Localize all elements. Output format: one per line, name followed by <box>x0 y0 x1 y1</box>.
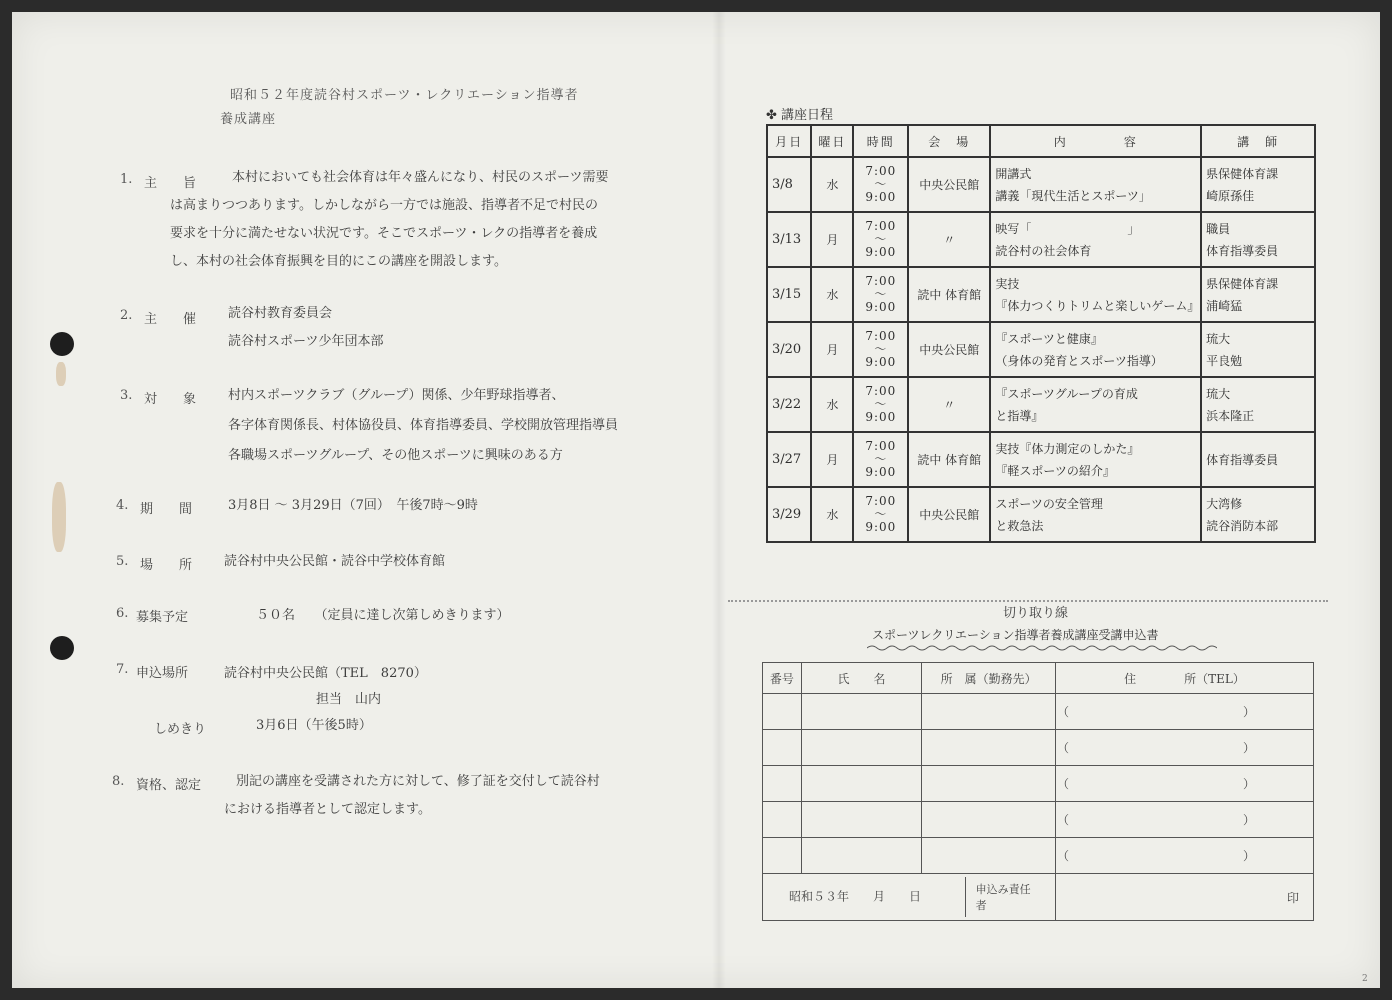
schedule-title-text: 講座日程 <box>781 108 834 123</box>
form-number-cell[interactable] <box>763 694 802 730</box>
form-row <box>763 694 1314 730</box>
schedule-date: 3/15 <box>767 267 811 322</box>
schedule-time: 7:00 ～ 9:00 <box>853 322 908 377</box>
schedule-row <box>767 432 1315 487</box>
schedule-date: 3/20 <box>767 322 811 377</box>
form-footer-row <box>763 874 1314 921</box>
section-label: 申込場所 <box>136 666 189 681</box>
form-name-cell[interactable] <box>801 730 922 766</box>
schedule-time: 7:00 ～ 9:00 <box>853 487 908 542</box>
form-row <box>763 730 1314 766</box>
section-text: 読谷村中央公民館・読谷中学校体育館 <box>224 554 446 569</box>
schedule-time: 7:00 ～ 9:00 <box>853 212 908 267</box>
section-text: 担当 山内 <box>316 692 382 707</box>
form-name-cell[interactable] <box>801 802 922 838</box>
form-name-cell[interactable] <box>801 838 922 874</box>
schedule-time: 7:00 ～ 9:00 <box>853 377 908 432</box>
schedule-weekday: 月 <box>811 322 853 377</box>
schedule-date: 3/29 <box>767 487 811 542</box>
cut-line-label: 切り取り線 <box>997 602 1074 621</box>
form-affiliation-cell[interactable] <box>922 802 1056 838</box>
schedule-content: 『スポーツグループの育成 と指導』 <box>990 377 1201 432</box>
col-date: 月日 <box>767 125 811 157</box>
schedule-table <box>766 124 1316 543</box>
section-number: 4. <box>116 498 129 513</box>
schedule-time: 7:00 ～ 9:00 <box>853 157 908 212</box>
form-tel-paren: （ ） <box>1056 777 1305 791</box>
schedule-lecturer: 大湾修 読谷消防本部 <box>1201 487 1315 542</box>
section-number: 7. <box>116 662 129 677</box>
schedule-weekday: 月 <box>811 432 853 487</box>
schedule-date: 3/27 <box>767 432 811 487</box>
form-col-number: 番号 <box>763 663 802 694</box>
col-lecturer: 講 師 <box>1201 125 1315 157</box>
schedule-lecturer: 職員 体育指導委員 <box>1201 212 1315 267</box>
schedule-row <box>767 157 1315 212</box>
col-content: 内 容 <box>990 125 1201 157</box>
schedule-row <box>767 212 1315 267</box>
schedule-weekday: 月 <box>811 212 853 267</box>
section-label: 期 間 <box>140 502 193 517</box>
section-label: 対 象 <box>144 392 197 407</box>
schedule-content: 実技 『体力つくりトリムと楽しいゲーム』 <box>990 267 1201 322</box>
schedule-weekday: 水 <box>811 377 853 432</box>
section-text: 村内スポーツクラブ（グループ）関係、少年野球指導者、 <box>228 388 565 403</box>
form-row <box>763 838 1314 874</box>
schedule-lecturer: 琉大 平良勉 <box>1201 322 1315 377</box>
schedule-content: 映写「 」 読谷村の社会体育 <box>990 212 1201 267</box>
section-text: 読谷村スポーツ少年団本部 <box>228 334 384 349</box>
section-text: 読谷村教育委員会 <box>228 306 333 321</box>
application-form-table <box>762 662 1314 921</box>
schedule-lecturer: 県保健体育課 崎原孫佳 <box>1201 157 1315 212</box>
schedule-content: 『スポーツと健康』 （身体の発育とスポーツ指導） <box>990 322 1201 377</box>
schedule-place: 中央公民館 <box>908 487 990 542</box>
schedule-row <box>767 487 1315 542</box>
form-number-cell[interactable] <box>763 766 802 802</box>
section-text: 各字体育関係長、村体協役員、体育指導委員、学校開放管理指導員 <box>228 418 619 433</box>
form-tel-paren: （ ） <box>1056 849 1305 863</box>
schedule-content: スポーツの安全管理 と救急法 <box>990 487 1201 542</box>
rust-stain <box>56 362 66 386</box>
page-number: 2 <box>1362 974 1368 984</box>
schedule-date: 3/13 <box>767 212 811 267</box>
schedule-title: ✤ 講座日程 <box>766 108 834 123</box>
document-subtitle: 養成講座 <box>220 112 277 127</box>
form-footer-date-cell <box>763 874 1056 921</box>
form-col-address: 住 所（TEL） <box>1055 663 1313 694</box>
form-address-cell[interactable] <box>1055 730 1313 766</box>
section-label: 募集予定 <box>136 610 189 625</box>
form-address-cell[interactable] <box>1055 802 1313 838</box>
document-title: 昭和５２年度読谷村スポーツ・レクリエーション指導者 <box>230 88 579 103</box>
section-label: 資格、認定 <box>136 778 202 793</box>
document-sheet <box>12 12 1380 988</box>
col-place: 会 場 <box>908 125 990 157</box>
section-text: 要求を十分に満たせない状況です。そこでスポーツ・レクの指導者を養成 <box>170 226 598 241</box>
schedule-place: 中央公民館 <box>908 157 990 212</box>
schedule-row <box>767 377 1315 432</box>
section-text: 別記の講座を受講された方に対して、修了証を交付して読谷村 <box>236 774 600 789</box>
schedule-place: 読中 体育館 <box>908 432 990 487</box>
schedule-place: 読中 体育館 <box>908 267 990 322</box>
form-row <box>763 802 1314 838</box>
schedule-time: 7:00 ～ 9:00 <box>853 267 908 322</box>
deadline-label: しめきり <box>154 722 207 737</box>
schedule-lecturer: 県保健体育課 浦崎猛 <box>1201 267 1315 322</box>
wavy-underline <box>867 644 1217 652</box>
schedule-content: 開講式 講義「現代生活とスポーツ」 <box>990 157 1201 212</box>
section-text: 本村においても社会体育は年々盛んになり、村民のスポーツ需要 <box>232 170 609 185</box>
page-fold <box>712 12 726 988</box>
form-address-cell[interactable] <box>1055 766 1313 802</box>
form-affiliation-cell[interactable] <box>922 766 1056 802</box>
schedule-date: 3/8 <box>767 157 811 212</box>
schedule-lecturer: 琉大 浜本隆正 <box>1201 377 1315 432</box>
section-number: 8. <box>112 774 125 789</box>
form-title: スポーツレクリエーション指導者養成講座受講申込書 <box>872 628 1159 642</box>
schedule-date: 3/22 <box>767 377 811 432</box>
section-number: 1. <box>120 172 133 187</box>
schedule-place: 〃 <box>908 377 990 432</box>
punch-hole <box>50 332 74 356</box>
section-number: 6. <box>116 606 129 621</box>
section-label: 主 催 <box>144 312 197 327</box>
form-row <box>763 766 1314 802</box>
form-name-cell[interactable] <box>801 694 922 730</box>
punch-hole <box>50 636 74 660</box>
section-number: 3. <box>120 388 133 403</box>
section-text: における指導者として認定します。 <box>224 802 431 817</box>
schedule-place: 〃 <box>908 212 990 267</box>
form-affiliation-cell[interactable] <box>922 694 1056 730</box>
schedule-time: 7:00 ～ 9:00 <box>853 432 908 487</box>
col-weekday: 曜日 <box>811 125 853 157</box>
deadline-text: 3月6日（午後5時） <box>256 718 372 733</box>
form-affiliation-cell[interactable] <box>922 730 1056 766</box>
schedule-lecturer: 体育指導委員 <box>1201 432 1315 487</box>
form-number-cell[interactable] <box>763 730 802 766</box>
section-text: し、本村の社会体育振興を目的にこの講座を開設します。 <box>170 254 507 269</box>
schedule-place: 中央公民館 <box>908 322 990 377</box>
form-address-cell[interactable] <box>1055 838 1313 874</box>
form-col-affiliation: 所 属（勤務先） <box>922 663 1056 694</box>
schedule-row <box>767 322 1315 377</box>
schedule-header-row <box>767 125 1315 157</box>
form-footer-responsible: 申込み責任者 <box>975 883 1031 912</box>
form-affiliation-cell[interactable] <box>922 838 1056 874</box>
schedule-row <box>767 267 1315 322</box>
form-footer-seal: 印 <box>1286 890 1299 905</box>
form-address-cell[interactable] <box>1055 694 1313 730</box>
schedule-weekday: 水 <box>811 267 853 322</box>
schedule-weekday: 水 <box>811 487 853 542</box>
section-text: 各職場スポーツグループ、その他スポーツに興味のある方 <box>228 448 563 463</box>
col-time: 時間 <box>853 125 908 157</box>
section-text: ５０名 （定員に達し次第しめきります） <box>256 608 510 623</box>
form-number-cell[interactable] <box>763 838 802 874</box>
section-label: 場 所 <box>140 558 193 573</box>
form-name-cell[interactable] <box>801 766 922 802</box>
rust-stain <box>52 482 66 552</box>
section-label: 主 旨 <box>144 176 197 191</box>
form-tel-paren: （ ） <box>1056 741 1305 755</box>
schedule-content: 実技『体力測定のしかた』 『軽スポーツの紹介』 <box>990 432 1201 487</box>
form-tel-paren: （ ） <box>1056 813 1305 827</box>
section-number: 2. <box>120 308 133 323</box>
form-tel-paren: （ ） <box>1056 705 1305 719</box>
form-col-name: 氏 名 <box>801 663 922 694</box>
schedule-weekday: 水 <box>811 157 853 212</box>
section-text: 読谷村中央公民館（TEL 8270） <box>224 666 427 681</box>
section-text: 3月8日 ～ 3月29日（7回） 午後7時～9時 <box>228 498 478 513</box>
form-header-row <box>763 663 1314 694</box>
form-number-cell[interactable] <box>763 802 802 838</box>
form-footer-seal-cell[interactable] <box>1055 874 1313 921</box>
section-number: 5. <box>116 554 129 569</box>
section-text: は高まりつつあります。しかしながら一方では施設、指導者不足で村民の <box>170 198 598 213</box>
form-footer-date: 昭和５３年 月 日 <box>789 889 922 904</box>
